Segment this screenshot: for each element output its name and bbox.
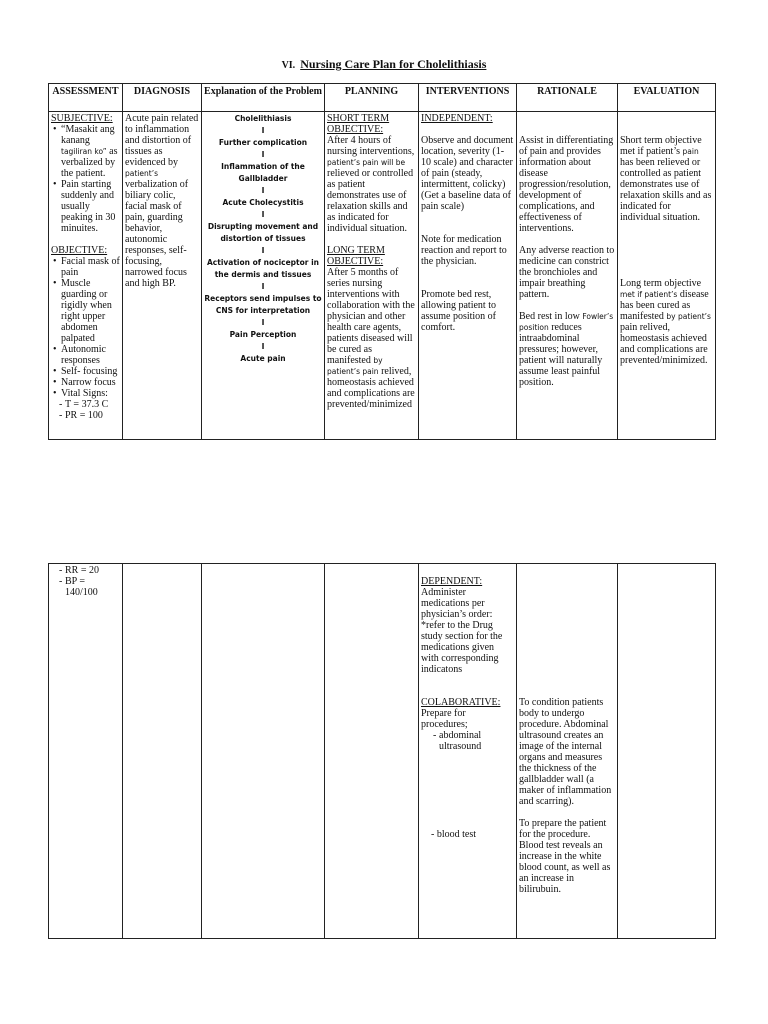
objective-item: • Vital Signs: [61, 388, 120, 399]
explanation-cell [202, 564, 325, 939]
short-term-label: SHORT TERM OBJECTIVE: [327, 113, 390, 135]
long-term-rest: relived, homeostasis achieved and complications are prevented/minimized [327, 366, 415, 410]
long-term-text: After 5 months of series nursing interventions with collaboration with the physician and other health care agents, patients diseased will be cured as manifested [327, 267, 415, 366]
flow-step: Pain Perception [229, 330, 297, 339]
dependent-label: DEPENDENT: [421, 576, 483, 587]
flow-arrow: I [261, 186, 265, 195]
header-interventions: INTERVENTIONS [419, 84, 517, 112]
subjective-source: as verbalized by the patient. [61, 146, 118, 179]
flow-step: Cholelithiasis [234, 114, 292, 123]
header-evaluation: EVALUATION [618, 84, 716, 112]
vital-sign: - T = 37.3 C [65, 399, 120, 410]
objective-item: • Autonomic responses [61, 344, 120, 366]
flow-arrow: I [261, 126, 265, 135]
diagnosis-cell [123, 112, 202, 440]
subjective-quote: “Masakit ang kanang [61, 124, 115, 146]
intervention-item: Note for medication reaction and report to the physician. [421, 234, 507, 267]
long-term-label: LONG TERM OBJECTIVE: [327, 245, 385, 267]
diagnosis-text-emph: patient’s [125, 169, 158, 178]
evaluation-long [620, 278, 713, 366]
page-title [0, 57, 768, 72]
header-diagnosis: DIAGNOSIS [123, 84, 202, 112]
subjective-item: • Pain starting suddenly and usually peaking in 30 minuites. [61, 179, 120, 234]
objective-item: • Narrow focus [61, 377, 120, 388]
flow-step: Inflammation of the Gallbladder [221, 162, 305, 183]
rationale-item: To condition patients body to undergo procedure. Abdominal ultrasound creates an image of the internal organs and measures the thickness of the gallbladder wall (a maker of inflammation and scarring). [519, 697, 612, 807]
vital-sign: - RR = 20 [65, 565, 120, 576]
flow-step: Receptors send impulses to CNS for interpretation [204, 294, 322, 315]
evaluation-emph: met if patient’s [620, 290, 678, 299]
evaluation-emph-2: by patient’s [666, 312, 711, 321]
flow-arrow: I [261, 318, 265, 327]
short-term-text: After 4 hours of nursing interventions, [327, 135, 415, 157]
rationale-emph: Fowler’s position [519, 312, 614, 332]
dependent-text: Administer medications per physician’s order: *refer to the Drug study section for the medications given with corresponding indicatons [421, 587, 503, 675]
flow-arrow: I [261, 342, 265, 351]
content-row [49, 112, 716, 440]
assessment-cell [49, 112, 123, 440]
evaluation-cell [618, 564, 716, 939]
objective-item: • Self- focusing [61, 366, 120, 377]
flow-arrow: I [261, 210, 265, 219]
care-plan-table-part-1 [48, 83, 716, 440]
procedure-item: - blood test [431, 829, 476, 840]
vital-signs-list [51, 565, 120, 598]
objective-item: • Facial mask of pain [61, 256, 120, 278]
rationale-cell [517, 564, 618, 939]
rationale-item: Assist in differentiating of pain and provides information about disease progression/resolution, development of complications, and effectiveness of interventions. [519, 135, 614, 234]
flow-step: Activation of nociceptor in the dermis and tissues [206, 258, 319, 279]
flow-arrow: I [261, 150, 265, 159]
interventions-cell [419, 564, 517, 939]
flow-step: Acute pain [240, 354, 286, 363]
pathophysiology-flow [204, 113, 322, 365]
diagnosis-text-rest: verbalization of biliary colic, facial mask of pain, guarding behavior, autonomic responses, self-focusing, narrowed focus and high BP. [125, 179, 189, 289]
evaluation-text-mid: disease has been cured as manifested [620, 289, 709, 322]
planning-cell [325, 112, 419, 440]
subjective-label: SUBJECTIVE: [51, 113, 113, 124]
independent-label: INDEPENDENT: [421, 113, 493, 124]
rationale-item [519, 311, 615, 388]
intervention-item: Promote bed rest, allowing patient to assume position of comfort. [421, 289, 496, 333]
subjective-list [51, 124, 120, 234]
diagnosis-text: Acute pain related to inflammation and distortion of tissues as evidenced by [125, 113, 199, 168]
flow-step: Disrupting movement and distortion of tissues [207, 222, 319, 243]
diagnosis-cell [123, 564, 202, 939]
section-number: VI. [281, 60, 296, 71]
procedure-item: - abdominal ultrasound [439, 730, 514, 752]
explanation-cell [202, 112, 325, 440]
short-term-emph: patient’s pain will be [327, 158, 406, 167]
assessment-cell [49, 564, 123, 939]
content-row [49, 564, 716, 939]
care-plan-table-part-2 [48, 563, 716, 939]
planning-cell [325, 564, 419, 939]
vital-sign: - BP = 140/100 [65, 576, 120, 598]
flow-arrow: I [261, 246, 265, 255]
evaluation-text-rest: pain relived, homeostasis achieved and complications are prevented/minimized. [620, 322, 708, 366]
header-explanation: Explanation of the Problem [202, 84, 325, 112]
evaluation-emph: pain [682, 147, 699, 156]
evaluation-text: Long term objective [620, 278, 702, 289]
header-assessment: ASSESSMENT [49, 84, 123, 112]
evaluation-text-rest: has been relieved or controlled as patient demonstrates use of relaxation skills and as indicated for individual situation. [620, 157, 712, 223]
objective-label: OBJECTIVE: [51, 245, 108, 256]
subjective-item [61, 124, 120, 179]
vital-sign: - PR = 100 [65, 410, 120, 421]
short-term-rest: relieved or controlled as patient demonstrates use of relaxation skills and as indicated for individual situation. [327, 168, 414, 234]
long-term-emph: by patient’s pain [327, 356, 383, 376]
title-text: Nursing Care Plan for Cholelithiasis [300, 57, 487, 71]
flow-arrow: I [261, 282, 265, 291]
rationale-text: Bed rest in low [519, 311, 580, 322]
flow-step: Acute Cholecystitis [222, 198, 304, 207]
collaborative-intro: Prepare for procedures; [421, 708, 468, 730]
collaborative-label: COLABORATIVE: [421, 697, 501, 708]
evaluation-short [620, 135, 713, 223]
interventions-cell [419, 112, 517, 440]
flow-step: Further complication [218, 138, 308, 147]
rationale-item: Any adverse reaction to medicine can constrict the bronchioles and impair breathing pattern. [519, 245, 615, 300]
header-planning: PLANNING [325, 84, 419, 112]
vital-signs-list [51, 399, 120, 421]
rationale-cell [517, 112, 618, 440]
header-row [49, 84, 716, 112]
rationale-text-rest: reduces intraabdominal pressures; however, patient will naturally assume least painful position. [519, 322, 603, 388]
objective-list [51, 256, 120, 399]
header-rationale: RATIONALE [517, 84, 618, 112]
rationale-item: To prepare the patient for the procedure. Blood test reveals an increase in the white blood count, as well as an increase in bilirubuin. [519, 818, 611, 895]
subjective-quote-end: tagiliran ko” [61, 147, 107, 156]
intervention-item: Observe and document location, severity (1-10 scale) and character of pain (steady, intermittent, colicky) (Get a baseline data of pain scale) [421, 135, 514, 212]
evaluation-text: Short term objective met if patient’s [620, 135, 702, 157]
objective-item: • Muscle guarding or rigidly when right upper abdomen palpated [61, 278, 120, 344]
evaluation-cell [618, 112, 716, 440]
procedure-list [421, 730, 514, 752]
